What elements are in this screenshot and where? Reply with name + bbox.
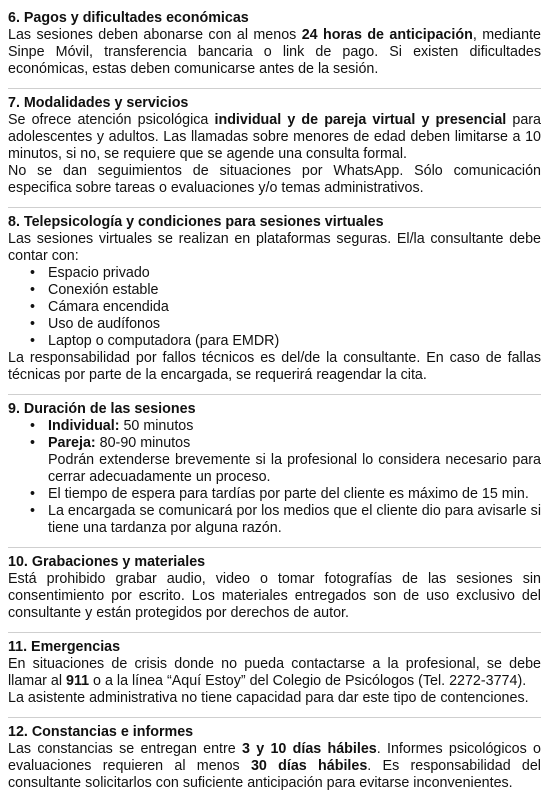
paragraph-emergencias	[8, 656, 541, 690]
text: 80-90 minutos	[95, 435, 191, 451]
text: 50 minutos	[119, 418, 194, 434]
text: para adolescentes y adultos. Las llamadas sobre menores de edad deben limitarse a 10 minutos, si no, se requiere que se agende una consulta formal.	[8, 112, 541, 162]
section-title-constancias: 12. Constancias e informes	[8, 724, 194, 740]
paragraph-constancias	[8, 741, 541, 792]
text: Se ofrece atención psicológica	[8, 112, 215, 128]
bold-text: 3 y 10 días hábiles	[242, 741, 377, 757]
paragraph-telepsicologia-outro: La responsabilidad por fallos técnicos es del/de la consultante. En caso de fallas técnicas por parte de la encargada, se requerirá reagendar la cita.	[8, 350, 541, 383]
list-item-espera: • El tiempo de espera para tardías por parte del cliente es máximo de 15 min.	[48, 486, 541, 503]
text: o a la línea “Aquí Estoy” del Colegio de Psicólogos (Tel. 2272-3774).	[89, 673, 527, 689]
list-item: • Uso de audífonos	[48, 316, 541, 333]
paragraph-pagos	[8, 27, 541, 78]
section-title-modalidades: 7. Modalidades y servicios	[8, 95, 189, 111]
section-duracion	[8, 401, 541, 548]
section-grabaciones	[8, 554, 541, 633]
section-title-pagos: 6. Pagos y dificultades económicas	[8, 10, 249, 26]
section-modalidades	[8, 95, 541, 208]
bold-text: 30 días hábiles	[250, 758, 368, 774]
duration-note: Podrán extenderse brevemente si la profesional lo considera necesario para cerrar adecuadamente un proceso.	[48, 452, 541, 485]
paragraph-telepsicologia-intro: Las sesiones virtuales se realizan en plataformas seguras. El/la consultante debe contar con:	[8, 231, 541, 264]
text: En situaciones de crisis donde no pueda contactarse a la profesional, se debe llamar al	[8, 656, 541, 689]
paragraph-whatsapp: No se dan seguimientos de situaciones por WhatsApp. Sólo comunicación especifica sobre tareas o evaluaciones y/o temas administrativos.	[8, 163, 541, 196]
duration-list	[8, 418, 541, 537]
bold-text: Individual:	[48, 418, 120, 434]
paragraph-modalidades	[8, 112, 541, 163]
text: Las sesiones deben abonarse con al menos	[8, 27, 302, 43]
bold-text: 24 horas de anticipación	[301, 27, 473, 43]
paragraph-grabaciones: Está prohibido grabar audio, video o tomar fotografías de las sesiones sin consentimiento por escrito. Los materiales entregados son de uso exclusivo del consultante y están protegidos por derechos de autor.	[8, 571, 541, 621]
section-pagos	[8, 10, 541, 89]
text: , mediante Sinpe Móvil, transferencia bancaria o link de pago. Si existen dificultades económicas, estas deben comunicarse antes de la sesión.	[8, 27, 542, 77]
text: . Es responsabilidad del consultante solicitarlos con suficiente anticipación para evitarse inconvenientes.	[8, 758, 541, 791]
section-constancias	[8, 724, 541, 802]
section-telepsicologia	[8, 214, 541, 395]
list-item: • Cámara encendida	[48, 299, 541, 316]
list-item-pareja	[48, 435, 541, 486]
list-item: • Conexión estable	[48, 282, 541, 299]
section-title-duracion: 9. Duración de las sesiones	[8, 401, 196, 417]
section-title-grabaciones: 10. Grabaciones y materiales	[8, 554, 206, 570]
list-item-tardanza: • La encargada se comunicará por los medios que el cliente dio para avisarle si tiene una tardanza por alguna razón.	[48, 503, 541, 537]
bold-text: individual y de pareja virtual y presencial	[214, 112, 507, 128]
section-title-telepsicologia: 8. Telepsicología y condiciones para sesiones virtuales	[8, 214, 384, 230]
section-emergencias	[8, 639, 541, 718]
text: . Informes psicológicos o evaluaciones requieren al menos	[8, 741, 541, 774]
bold-text: 911	[66, 673, 90, 689]
paragraph-asistente: La asistente administrativa no tiene capacidad para dar este tipo de contenciones.	[8, 690, 529, 706]
bold-text: Pareja:	[48, 435, 96, 451]
text: Las constancias se entregan entre	[8, 741, 243, 757]
list-item-individual	[48, 418, 541, 435]
section-title-emergencias: 11. Emergencias	[8, 639, 121, 655]
list-item: • Laptop o computadora (para EMDR)	[48, 333, 541, 350]
requirements-list	[8, 265, 541, 350]
list-item: • Espacio privado	[48, 265, 541, 282]
